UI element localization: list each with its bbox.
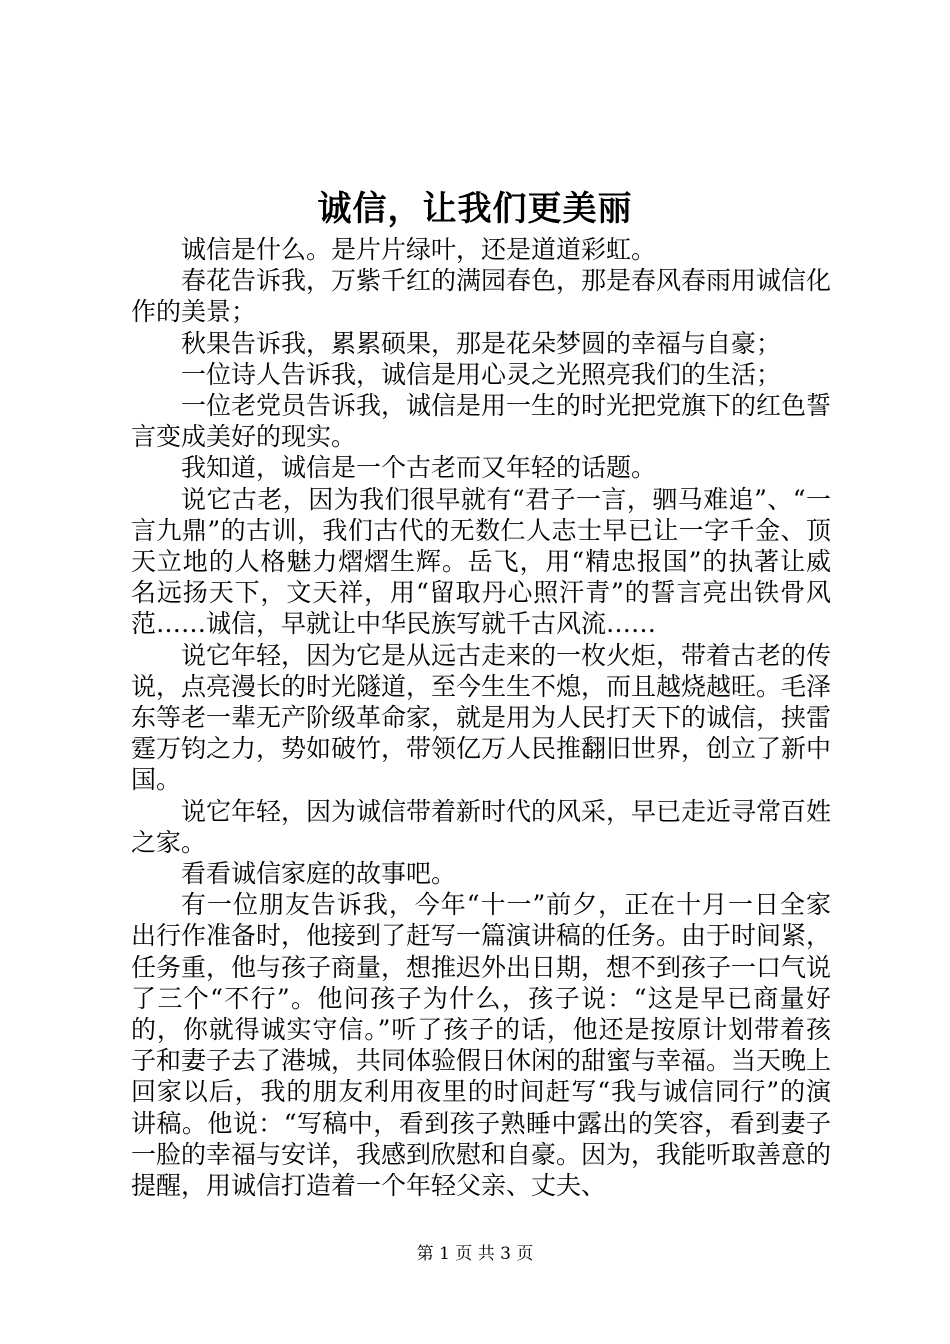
paragraph: 有一位朋友告诉我，今年“十一”前夕，正在十月一日全家出行作准备时，他接到了赶写一篇演讲稿的任务。由于时间紧，任务重，他与孩子商量，想推迟外出日期，想不到孩子一口气说了三个“不行”。他问孩子为什么，孩子说：“这是早已商量好的，你就得诚实守信。”听了孩子的话，他还是按原计划带着孩子和妻子去了港城，共同体验假日休闲的甜蜜与幸福。当天晚上回家以后，我的朋友利用夜里的时间赶写“我与诚信同行”的演讲稿。他说：“写稿中，看到孩子熟睡中露出的笑容，看到妻子一脸的幸福与安详，我感到欣慰和自豪。因为，我能听取善意的提醒，用诚信打造着一个年轻父亲、丈夫、	[131, 890, 832, 1201]
paragraph: 我知道，诚信是一个古老而又年轻的话题。	[181, 453, 657, 483]
paragraph: 一位老党员告诉我，诚信是用一生的时光把党旗下的红色誓言变成美好的现实。	[131, 391, 832, 452]
paragraph: 说它年轻，因为诚信带着新时代的风采，早已走近寻常百姓之家。	[131, 796, 832, 857]
paragraph: 看看诚信家庭的故事吧。	[181, 859, 457, 889]
document-title: 诚信，让我们更美丽	[317, 189, 633, 229]
paragraph: 说它年轻，因为它是从远古走来的一枚火炬，带着古老的传说，点亮漫长的时光隧道，至今生生不熄，而且越烧越旺。毛泽东等老一辈无产阶级革命家，就是用为人民打天下的诚信，挟雷霆万钧之力，势如破竹，带领亿万人民推翻旧世界，创立了新中国。	[131, 640, 832, 795]
paragraph: 春花告诉我，万紫千红的满园春色，那是春风春雨用诚信化作的美景；	[131, 266, 832, 327]
document-body	[131, 234, 831, 1201]
paragraph: 一位诗人告诉我，诚信是用心灵之光照亮我们的生活；	[181, 359, 782, 389]
paragraph: 诚信是什么。是片片绿叶，还是道道彩虹。	[181, 235, 657, 264]
page-number-footer: 第 1 页 共 3 页	[416, 1244, 534, 1264]
paragraph: 秋果告诉我，累累硕果，那是花朵梦圆的幸福与自豪；	[181, 328, 782, 358]
paragraph: 说它古老，因为我们很早就有“君子一言，驷马难追”、“一言九鼎”的古训，我们古代的无数仁人志士早已让一字千金、顶天立地的人格魅力熠熠生辉。岳飞，用“精忠报国”的执著让威名远扬天下，文天祥，用“留取丹心照汗青”的誓言亮出铁骨风范……诚信，早就让中华民族写就千古风流……	[131, 484, 831, 639]
